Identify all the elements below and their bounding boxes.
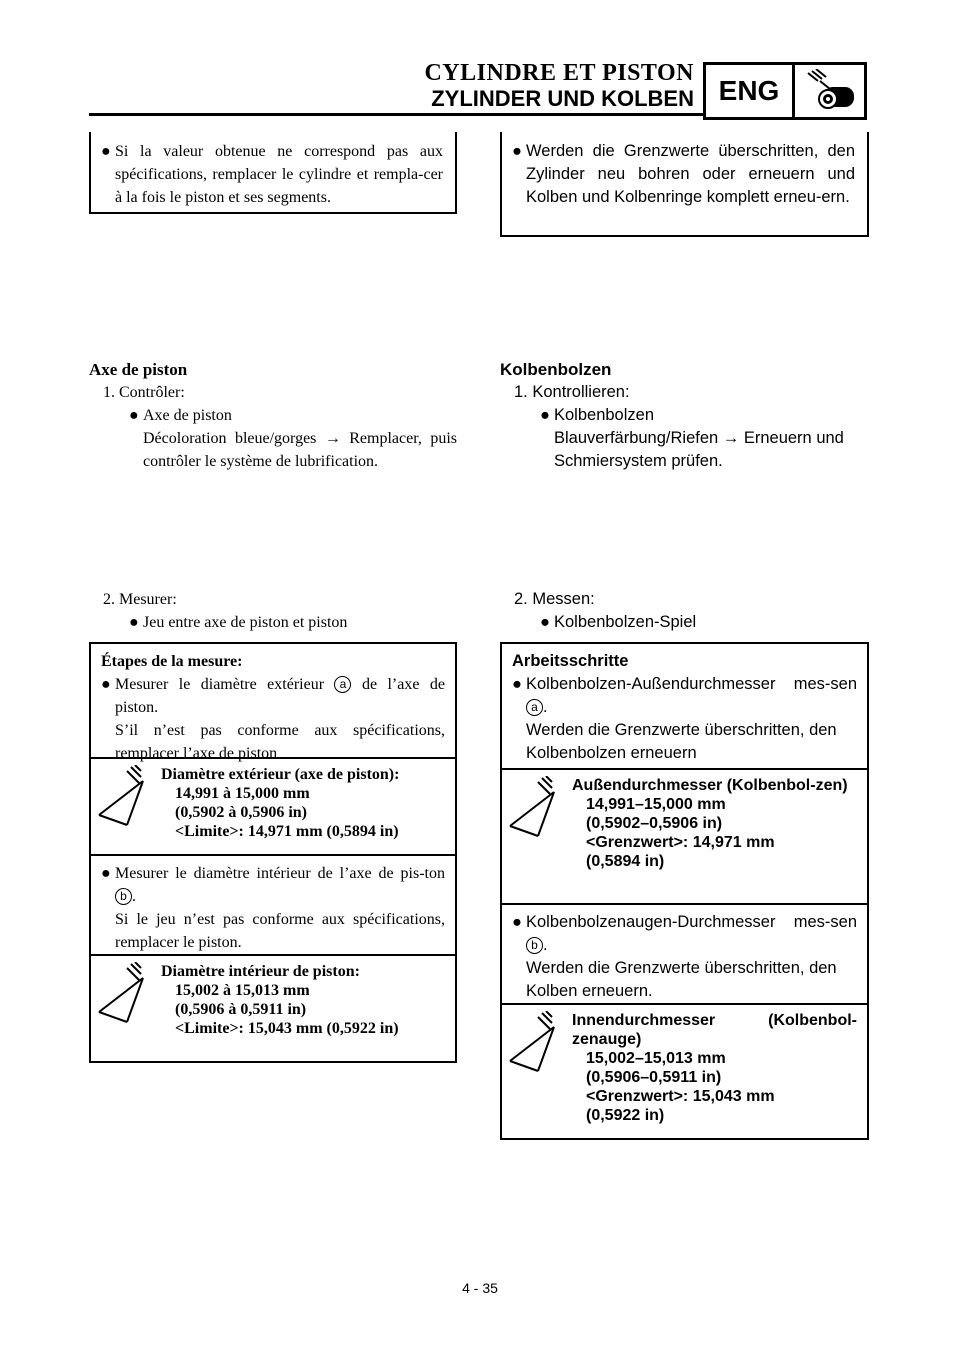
spec2-l4-de: (0,5922 in) bbox=[586, 1107, 665, 1124]
step1-item-fr: Axe de piston bbox=[143, 407, 232, 424]
spec1-row-de bbox=[502, 768, 867, 903]
title-german: ZYLINDER UND KOLBEN bbox=[431, 86, 694, 111]
title-french: CYLINDRE ET PISTON bbox=[424, 60, 694, 86]
spec2-row-fr bbox=[91, 954, 455, 1059]
mark-b-de: b bbox=[526, 937, 543, 954]
eng-badge bbox=[703, 62, 867, 120]
mark-a-de: a bbox=[526, 699, 543, 716]
procedure-box-de: Arbeitsschritte ● Kolbenbolzen-Außendurchmesser mes-sen a . Werden die Grenzwerte überschritten, den Kolbenbolzen erneuern Außendurchmesser (Kolbenbol-zen) 14,991–15,000 mm (0,5902–0,5906 in) <Grenzwert>: 14,971 mm (0,5894 in) ● Kolbenbolzenaugen-Durchmesser mes-sen b . Werden die Grenzwerte überschritten, den Kolben erneuern. Innendurchmesser (Kolbenbol-zenauge) 15,002–15,013 mm (0,5906–0,5911 in) <Grenzwert>: 15,043 mm (0,5922 in) bbox=[500, 642, 869, 1140]
m1-c-fr: S’il n’est pas conforme aux spécifications, remplacer l’axe de piston bbox=[115, 722, 445, 762]
procedure-box-fr: Étapes de la mesure: ● Mesurer le diamètre extérieur a de l’axe de piston. S’il n’est pas conforme aux spécifications, remplacer l’axe de piston Diamètre extérieur (axe de piston): 14,991 à 15,000 mm (0,5902 à 0,5906 in) <Limite>: 14,971 mm (0,5894 in) ● Mesurer le diamètre intérieur de l’axe de pis-ton b . Si le jeu n’est pas conforme aux spécifications, remplacer le piston. Diamètre intérieur de piston: 15,002 à 15,013 mm (0,5906 à 0,5911 in) <Limite>: 15,043 mm (0,5922 in) bbox=[89, 642, 457, 1063]
note-box-fr: ● Si la valeur obtenue ne correspond pas aux spécifications, remplacer le cylindre et rempla-cer à la fois le piston et ses segments. bbox=[89, 132, 457, 214]
m1-b-fr: de l’axe de piston. bbox=[115, 676, 446, 716]
spec1-l3-fr: <Limite>: 14,971 mm (0,5894 in) bbox=[175, 823, 399, 840]
spec1-l3-de: <Grenzwert>: 14,971 mm bbox=[586, 834, 775, 851]
spec2-row-de bbox=[502, 1003, 867, 1138]
engine-wrench-icon bbox=[795, 65, 864, 117]
spec2-l3-fr: <Limite>: 15,043 mm (0,5922 in) bbox=[175, 1020, 399, 1037]
spec1-l1-de: 14,991–15,000 mm bbox=[586, 796, 726, 813]
mark-a-fr: a bbox=[334, 676, 351, 693]
note-text-de: Werden die Grenzwerte überschritten, den Zylinder neu bohren oder erneuern und Kolben und Kolbenringe komplett erneu-ern. bbox=[526, 142, 855, 206]
spec1-l4-de: (0,5894 in) bbox=[586, 853, 665, 870]
caliper-icon bbox=[502, 770, 562, 903]
m1-a-de: Kolbenbolzen-Außendurchmesser mes-sen bbox=[526, 675, 857, 693]
proc-title-de: Arbeitsschritte bbox=[512, 652, 629, 670]
m1-a-fr: Mesurer le diamètre extérieur bbox=[115, 676, 325, 693]
spec2-l1-fr: 15,002 à 15,013 mm bbox=[175, 982, 310, 999]
step1-fr: 1. Contrôler: bbox=[103, 384, 185, 401]
step1-desc-fr: Décoloration bleue/gorges → Remplacer, puis contrôler le système de lubrification. bbox=[143, 430, 457, 470]
m2-c-de: Werden die Grenzwerte überschritten, den Kolben erneuern. bbox=[526, 959, 837, 1000]
step2-fr: 2. Mesurer: bbox=[103, 591, 177, 608]
section-title-de: Kolbenbolzen bbox=[500, 360, 612, 379]
note-text-fr: Si la valeur obtenue ne correspond pas aux spécifications, remplacer le cylindre et rempla-cer à la fois le piston et ses segments. bbox=[115, 143, 443, 206]
eng-label: ENG bbox=[706, 65, 795, 117]
m1-c-de: Werden die Grenzwerte überschritten, den Kolbenbolzen erneuern bbox=[526, 721, 837, 762]
spec2-l2-fr: (0,5906 à 0,5911 in) bbox=[175, 1001, 307, 1018]
spec2-title-de: Innendurchmesser (Kolbenbol-zenauge) bbox=[572, 1012, 857, 1048]
step2-item-de: Kolbenbolzen-Spiel bbox=[554, 613, 697, 631]
step1-item-de: Kolbenbolzen bbox=[554, 406, 654, 424]
proc-title-fr: Étapes de la mesure: bbox=[101, 653, 243, 670]
spec1-title-fr: Diamètre extérieur (axe de piston): bbox=[161, 766, 400, 783]
spec1-l1-fr: 14,991 à 15,000 mm bbox=[175, 785, 310, 802]
spec2-l2-de: (0,5906–0,5911 in) bbox=[586, 1069, 722, 1086]
m2-a-fr: Mesurer le diamètre intérieur de l’axe de pis-ton bbox=[115, 865, 445, 882]
spec1-l2-de: (0,5902–0,5906 in) bbox=[586, 815, 723, 832]
caliper-icon bbox=[502, 1005, 562, 1138]
step1-desc-de: Blauverfärbung/Riefen → Erneuern und Schmiersystem prüfen. bbox=[554, 429, 844, 470]
spec1-title-de: Außendurchmesser (Kolbenbol-zen) bbox=[572, 777, 848, 794]
caliper-icon bbox=[91, 956, 151, 1059]
m2-a-de: Kolbenbolzenaugen-Durchmesser mes-sen bbox=[526, 913, 857, 931]
header-rule bbox=[89, 113, 703, 116]
note-box-de: ● Werden die Grenzwerte überschritten, den Zylinder neu bohren oder erneuern und Kolben und Kolbenringe komplett erneu-ern. bbox=[500, 132, 869, 237]
spec2-l3-de: <Grenzwert>: 15,043 mm bbox=[586, 1088, 775, 1105]
caliper-icon bbox=[91, 759, 151, 854]
spec2-title-fr: Diamètre intérieur de piston: bbox=[161, 963, 360, 980]
spec2-l1-de: 15,002–15,013 mm bbox=[586, 1050, 726, 1067]
step1-de: 1. Kontrollieren: bbox=[514, 383, 630, 401]
page-number: 4 - 35 bbox=[462, 1280, 498, 1296]
fr-inspect-section: Axe de piston 1. Contrôler: ● Axe de piston Décoloration bleue/gorges → Remplacer, puis contrôler le système de lubrification. bbox=[89, 358, 457, 473]
de-measure-section: 2. Messen: ● Kolbenbolzen-Spiel bbox=[500, 588, 869, 634]
m2-c-fr: Si le jeu n’est pas conforme aux spécifications, remplacer le piston. bbox=[115, 911, 445, 951]
step2-de: 2. Messen: bbox=[514, 590, 595, 608]
section-title-fr: Axe de piston bbox=[89, 360, 188, 379]
step2-item-fr: Jeu entre axe de piston et piston bbox=[143, 614, 348, 631]
spec1-l2-fr: (0,5902 à 0,5906 in) bbox=[175, 804, 307, 821]
spec1-row-fr bbox=[91, 757, 455, 854]
mark-b-fr: b bbox=[115, 888, 132, 905]
fr-measure-section: 2. Mesurer: ● Jeu entre axe de piston et piston bbox=[89, 588, 457, 634]
de-inspect-section: Kolbenbolzen 1. Kontrollieren: ● Kolbenbolzen Blauverfärbung/Riefen → Erneuern und Schmiersystem prüfen. bbox=[500, 358, 869, 473]
